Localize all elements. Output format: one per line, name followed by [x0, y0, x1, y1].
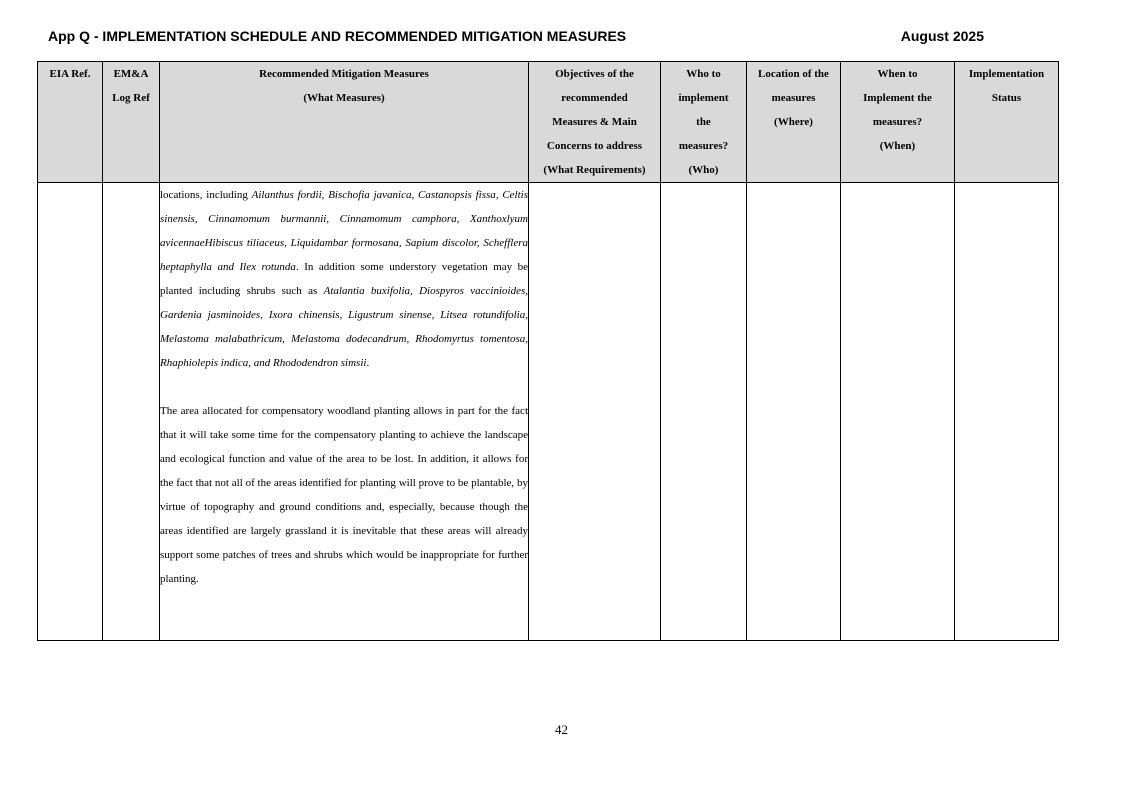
header-line: EIA Ref.	[49, 68, 91, 80]
species-names: Ailanthus fordii, Bischofia javanica, Castanopsis fissa, Celtis sinensis, Cinnamomum burmannii, Cinnamomum camphora, Xanthoxlyum avicennaeHibiscus tiliaceus, Liquidambar formosana, Sapium discolor, Schefflera heptaphylla and Ilex rotunda	[160, 189, 529, 273]
header-line: (What Requirements)	[543, 164, 646, 176]
header-line: (What Measures)	[303, 92, 385, 104]
species-names: Atalantia buxifolia, Diospyros vaccinioides, Gardenia jasminoides, Ixora chinensis, Ligustrum sinense, Litsea rotundifolia, Melastoma malabathricum, Melastoma dodecandrum, Rhodomyrtus tomentosa, Rhaphiolepis indica, and Rhododendron simsii	[160, 285, 528, 369]
measures-paragraph-compensatory-planting: The area allocated for compensatory woodland planting allows in part for the fact that it will take some time for the compensatory planting to achieve the landscape and ecological function and value of the area to be lost. In addition, it allows for the fact that not all of the areas identified for planting will prove to be plantable, by virtue of topography and ground conditions and, especially, because though the areas identified are largely grassland it is inevitable that these areas will already support some patches of trees and shrubs which would be inappropriate for further planting.	[160, 405, 528, 585]
cell-who	[661, 183, 747, 641]
header-line: Location of the	[758, 68, 829, 80]
header-line: Objectives of the	[555, 68, 634, 80]
header-line: measures?	[872, 116, 923, 128]
col-header-eia-ref	[38, 62, 103, 183]
measures-text: . In addition some understory vegetation may be planted including shrubs such as	[160, 261, 528, 297]
measures-text: locations, including	[160, 189, 252, 201]
header-line: Status	[991, 92, 1022, 104]
col-header-who	[661, 62, 747, 183]
header-line: Measures & Main	[552, 116, 637, 128]
cell-recommended-measures	[160, 183, 529, 641]
header-line: the	[696, 116, 711, 128]
cell-objectives	[529, 183, 661, 641]
header-line: When to	[877, 68, 918, 80]
header-line: EM&A	[113, 68, 149, 80]
cell-ema-log-ref	[103, 183, 160, 641]
header-line: Implement the	[863, 92, 932, 104]
col-header-location	[747, 62, 841, 183]
col-header-when	[841, 62, 955, 183]
cell-location	[747, 183, 841, 641]
table-row	[38, 183, 1059, 641]
header-line: (When)	[879, 140, 916, 152]
col-header-objectives	[529, 62, 661, 183]
col-header-status	[955, 62, 1059, 183]
document-title: App Q - IMPLEMENTATION SCHEDULE AND RECOMMENDED MITIGATION MEASURES	[48, 28, 627, 44]
page-number: 42	[555, 722, 568, 737]
cell-when	[841, 183, 955, 641]
header-line: Log Ref	[112, 92, 150, 104]
mitigation-measures-table	[37, 61, 1059, 641]
cell-eia-ref	[38, 183, 103, 641]
header-line: (Who)	[688, 164, 719, 176]
document-date: August 2025	[900, 28, 984, 44]
document-header	[48, 28, 988, 48]
header-line: Concerns to address	[546, 140, 643, 152]
table-header-row	[38, 62, 1059, 183]
cell-status	[955, 183, 1059, 641]
col-header-ema-log-ref	[103, 62, 160, 183]
measures-text: .	[366, 357, 370, 369]
paragraph-gap	[160, 375, 528, 399]
header-line: measures	[771, 92, 816, 104]
header-line: implement	[678, 92, 729, 104]
col-header-recommended-measures	[160, 62, 529, 183]
header-line: Recommended Mitigation Measures	[259, 68, 429, 80]
header-line: (Where)	[774, 116, 813, 128]
measures-paragraph-species	[160, 183, 528, 375]
header-line: recommended	[561, 92, 628, 104]
header-line: Who to	[686, 68, 721, 80]
header-line: measures?	[678, 140, 729, 152]
header-line: Implementation	[968, 68, 1045, 80]
